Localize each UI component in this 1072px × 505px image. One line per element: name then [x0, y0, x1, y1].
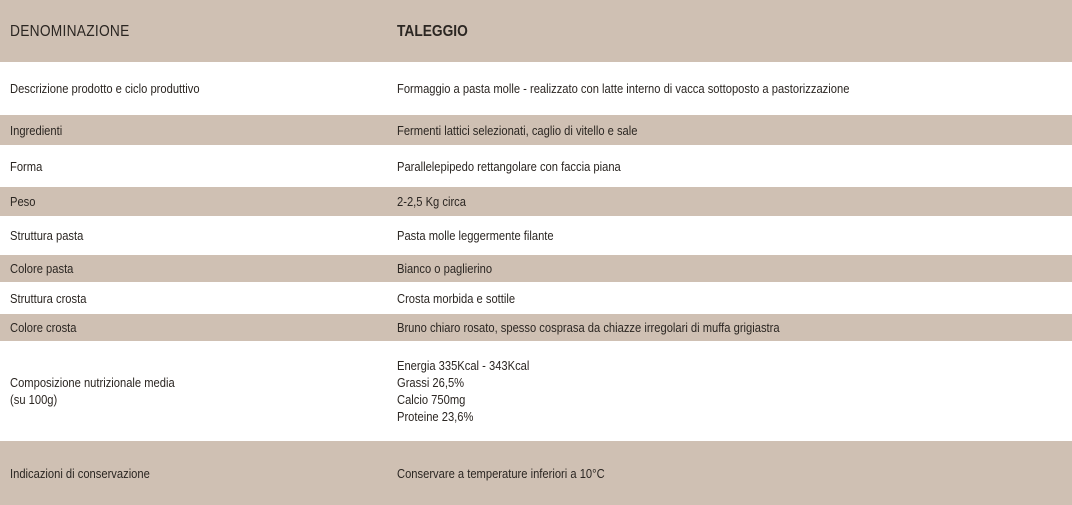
nutrition-value: Calcio 750mg — [397, 392, 466, 407]
row-value: Bianco o paglierino — [397, 261, 493, 276]
row-value: Parallelepipedo rettangolare con faccia piana — [397, 158, 621, 174]
row-label: Struttura crosta — [10, 290, 87, 306]
row-label: Ingredienti — [10, 122, 63, 138]
row-label: Descrizione prodotto e ciclo produttivo — [10, 81, 200, 96]
table-row — [0, 216, 1072, 255]
row-value: Formaggio a pasta molle - realizzato con latte interno di vacca sottoposto a pastorizzazione — [397, 81, 850, 96]
nutrition-values — [397, 357, 529, 425]
nutrition-row — [0, 341, 1072, 441]
row-value: Crosta morbida e sottile — [397, 290, 516, 306]
nutrition-value: Energia 335Kcal - 343Kcal — [397, 358, 530, 373]
row-label: Colore pasta — [10, 261, 74, 276]
table-row — [0, 255, 1072, 282]
nutrition-label-line: Composizione nutrizionale media — [10, 375, 175, 390]
table-row — [0, 62, 1072, 115]
row-value: Fermenti lattici selezionati, caglio di vitello e sale — [397, 122, 638, 138]
row-value: 2-2,5 Kg circa — [397, 194, 466, 209]
nutrition-label-line: (su 100g) — [10, 392, 58, 407]
row-label: Forma — [10, 158, 43, 174]
table-row — [0, 187, 1072, 216]
storage-row — [0, 441, 1072, 505]
storage-label: Indicazioni di conservazione — [10, 465, 150, 481]
row-label: Struttura pasta — [10, 228, 84, 243]
row-label: Peso — [10, 194, 36, 209]
table-row — [0, 145, 1072, 187]
table-row — [0, 314, 1072, 341]
row-value: Bruno chiaro rosato, spesso cosprasa da chiazze irregolari di muffa grigiastra — [397, 320, 780, 335]
table-row — [0, 282, 1072, 314]
row-value: Pasta molle leggermente filante — [397, 228, 554, 243]
header-row — [0, 0, 1072, 62]
row-label: Colore crosta — [10, 320, 77, 335]
nutrition-value: Proteine 23,6% — [397, 409, 474, 424]
storage-value: Conservare a temperature inferiori a 10°C — [397, 465, 605, 481]
header-label: DENOMINAZIONE — [10, 22, 130, 40]
nutrition-value: Grassi 26,5% — [397, 375, 465, 390]
nutrition-label — [10, 374, 175, 408]
table-row — [0, 115, 1072, 145]
product-name: TALEGGIO — [397, 22, 468, 40]
